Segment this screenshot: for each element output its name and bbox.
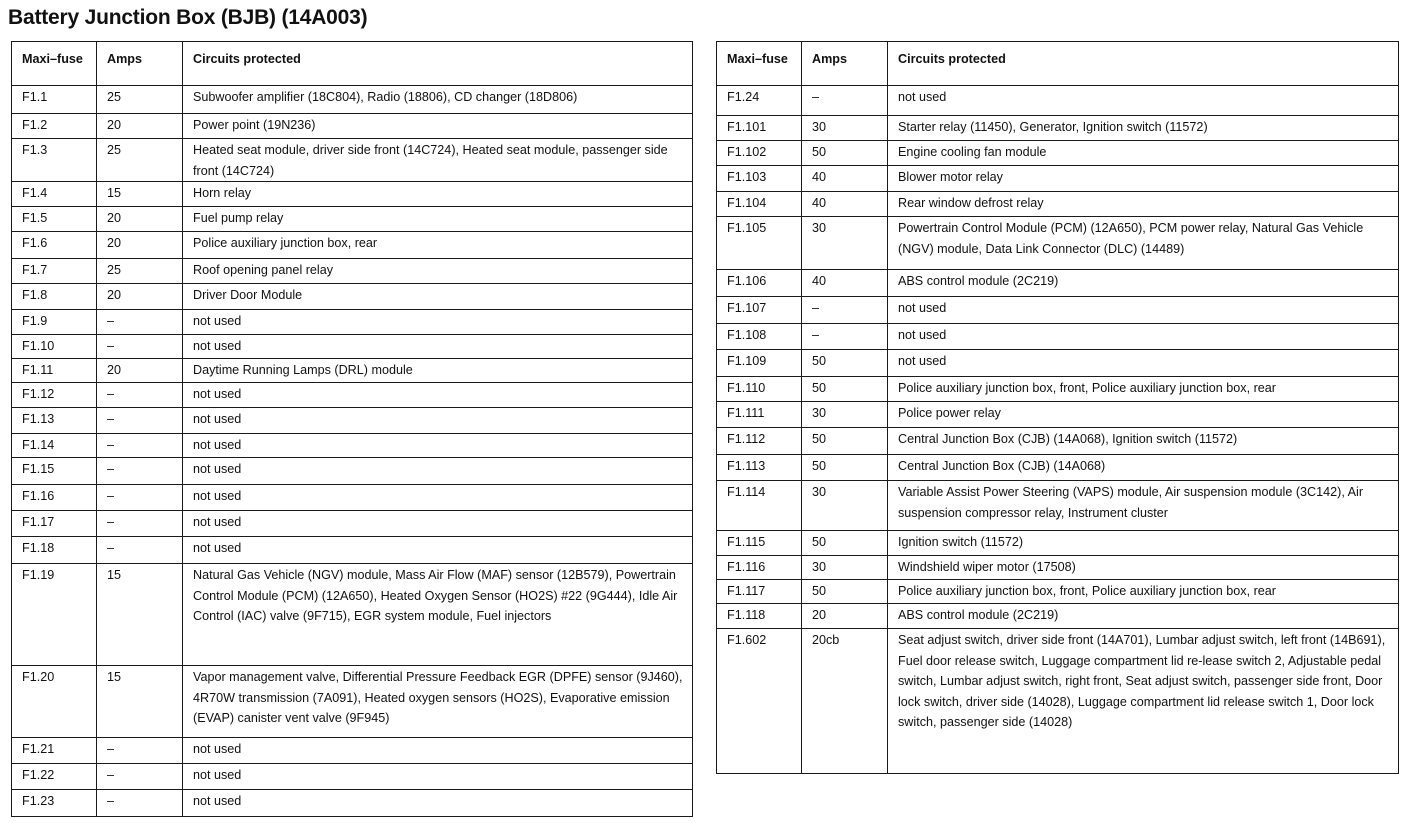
cell-amps: 50 [802, 350, 888, 377]
cell-amps: 50 [802, 580, 888, 604]
table-row [12, 383, 693, 408]
cell-fuse: F1.5 [12, 207, 97, 232]
cell-fuse: F1.7 [12, 259, 97, 284]
table-row [12, 537, 693, 564]
cell-amps: 20 [97, 359, 183, 383]
cell-circuits: not used [183, 458, 693, 485]
table-row [12, 259, 693, 284]
table-row [12, 114, 693, 139]
cell-fuse: F1.117 [717, 580, 802, 604]
cell-circuits: not used [183, 383, 693, 408]
cell-amps: 20 [97, 284, 183, 310]
header-circuits-protected: Circuits protected [183, 42, 693, 86]
cell-fuse: F1.8 [12, 284, 97, 310]
cell-circuits: not used [183, 335, 693, 359]
cell-circuits: not used [888, 350, 1399, 377]
cell-amps: – [97, 764, 183, 790]
cell-fuse: F1.116 [717, 556, 802, 580]
table-header-row [12, 42, 693, 86]
cell-fuse: F1.21 [12, 738, 97, 764]
table-row [717, 629, 1399, 774]
cell-amps: 50 [802, 531, 888, 556]
table-row [717, 166, 1399, 192]
table-row [12, 86, 693, 114]
table-header-row [717, 42, 1399, 86]
cell-circuits: Power point (19N236) [183, 114, 693, 139]
cell-amps: 50 [802, 141, 888, 166]
table-row [717, 556, 1399, 580]
cell-amps: 30 [802, 402, 888, 428]
cell-circuits: Engine cooling fan module [888, 141, 1399, 166]
cell-circuits: Subwoofer amplifier (18C804), Radio (18806), CD changer (18D806) [183, 86, 693, 114]
cell-fuse: F1.9 [12, 310, 97, 335]
table-row [12, 232, 693, 259]
table-row [717, 580, 1399, 604]
cell-fuse: F1.106 [717, 270, 802, 297]
cell-amps: 25 [97, 139, 183, 182]
fuse-table-left [11, 41, 693, 817]
cell-amps: 40 [802, 270, 888, 297]
cell-fuse: F1.16 [12, 485, 97, 511]
table-row [717, 531, 1399, 556]
cell-circuits: Heated seat module, driver side front (14C724), Heated seat module, passenger side front (14C724) [183, 139, 693, 182]
table-row [12, 207, 693, 232]
cell-fuse: F1.107 [717, 297, 802, 324]
cell-circuits: not used [888, 86, 1399, 116]
cell-amps: 20 [97, 207, 183, 232]
cell-amps: 40 [802, 166, 888, 192]
header-circuits-protected: Circuits protected [888, 42, 1399, 86]
cell-amps: – [97, 738, 183, 764]
cell-circuits: not used [183, 738, 693, 764]
table-row [12, 790, 693, 817]
cell-amps: – [802, 86, 888, 116]
cell-circuits: not used [888, 324, 1399, 350]
cell-fuse: F1.105 [717, 217, 802, 270]
cell-amps: – [97, 511, 183, 537]
cell-fuse: F1.15 [12, 458, 97, 485]
cell-circuits: Vapor management valve, Differential Pressure Feedback EGR (DPFE) sensor (9J460), 4R70W transmission (7A091), Heated oxygen sensors (HO2S), Evaporative emission (EVAP) canister vent valve (9F945) [183, 666, 693, 738]
table-row [717, 217, 1399, 270]
cell-circuits: not used [183, 408, 693, 434]
fuse-table-right-body [717, 86, 1399, 774]
table-row [12, 764, 693, 790]
cell-fuse: F1.20 [12, 666, 97, 738]
cell-circuits: not used [183, 764, 693, 790]
table-row [717, 141, 1399, 166]
table-row [717, 455, 1399, 481]
table-row [717, 402, 1399, 428]
cell-circuits: not used [183, 537, 693, 564]
cell-fuse: F1.4 [12, 182, 97, 207]
header-maxi-fuse: Maxi–fuse [717, 42, 802, 86]
cell-amps: 25 [97, 259, 183, 284]
cell-circuits: not used [183, 485, 693, 511]
cell-amps: 15 [97, 666, 183, 738]
page-title: Battery Junction Box (BJB) (14A003) [8, 6, 368, 29]
cell-amps: – [97, 537, 183, 564]
cell-amps: 20 [97, 114, 183, 139]
cell-fuse: F1.113 [717, 455, 802, 481]
cell-fuse: F1.104 [717, 192, 802, 217]
table-row [12, 485, 693, 511]
table-row [12, 511, 693, 537]
cell-circuits: Central Junction Box (CJB) (14A068), Ignition switch (11572) [888, 428, 1399, 455]
cell-amps: 40 [802, 192, 888, 217]
cell-fuse: F1.11 [12, 359, 97, 383]
cell-circuits: Powertrain Control Module (PCM) (12A650), PCM power relay, Natural Gas Vehicle (NGV) module, Data Link Connector (DLC) (14489) [888, 217, 1399, 270]
table-row [12, 408, 693, 434]
cell-circuits: ABS control module (2C219) [888, 604, 1399, 629]
cell-amps: 30 [802, 116, 888, 141]
cell-fuse: F1.10 [12, 335, 97, 359]
cell-circuits: Ignition switch (11572) [888, 531, 1399, 556]
header-maxi-fuse: Maxi–fuse [12, 42, 97, 86]
table-row [12, 310, 693, 335]
table-row [12, 139, 693, 182]
cell-circuits: Windshield wiper motor (17508) [888, 556, 1399, 580]
cell-fuse: F1.19 [12, 564, 97, 666]
cell-amps: 15 [97, 182, 183, 207]
cell-fuse: F1.102 [717, 141, 802, 166]
cell-amps: – [97, 434, 183, 458]
cell-circuits: Seat adjust switch, driver side front (14A701), Lumbar adjust switch, left front (14B691), Fuel door release switch, Luggage compartment lid re-lease switch 2, Adjustable pedal switch, Lumbar adjust switch, right front, Seat adjust switch, passenger side front, Door lock switch, driver side (14028), Luggage compartment lid release switch 1, Door lock switch, passenger side (14028) [888, 629, 1399, 774]
cell-fuse: F1.111 [717, 402, 802, 428]
cell-amps: – [97, 335, 183, 359]
cell-circuits: Fuel pump relay [183, 207, 693, 232]
table-row [12, 564, 693, 666]
cell-circuits: not used [183, 310, 693, 335]
cell-fuse: F1.108 [717, 324, 802, 350]
cell-fuse: F1.1 [12, 86, 97, 114]
table-row [717, 116, 1399, 141]
cell-fuse: F1.115 [717, 531, 802, 556]
table-row [12, 666, 693, 738]
cell-fuse: F1.110 [717, 377, 802, 402]
table-row [12, 182, 693, 207]
cell-fuse: F1.24 [717, 86, 802, 116]
table-row [717, 192, 1399, 217]
cell-fuse: F1.109 [717, 350, 802, 377]
table-row [12, 434, 693, 458]
cell-circuits: not used [183, 434, 693, 458]
table-row [12, 738, 693, 764]
cell-circuits: Natural Gas Vehicle (NGV) module, Mass Air Flow (MAF) sensor (12B579), Powertrain Control Module (PCM) (12A650), Heated Oxygen Sensor (HO2S) #22 (9G444), Idle Air Control (IAC) valve (9F715), EGR system module, Fuel injectors [183, 564, 693, 666]
cell-circuits: not used [183, 511, 693, 537]
cell-circuits: Police power relay [888, 402, 1399, 428]
cell-amps: – [802, 297, 888, 324]
cell-amps: – [97, 458, 183, 485]
cell-amps: 50 [802, 455, 888, 481]
table-row [717, 297, 1399, 324]
cell-amps: 20 [97, 232, 183, 259]
cell-circuits: Rear window defrost relay [888, 192, 1399, 217]
cell-fuse: F1.602 [717, 629, 802, 774]
cell-amps: 30 [802, 481, 888, 531]
cell-fuse: F1.12 [12, 383, 97, 408]
table-row [717, 324, 1399, 350]
cell-amps: – [97, 485, 183, 511]
table-row [717, 428, 1399, 455]
cell-fuse: F1.14 [12, 434, 97, 458]
cell-circuits: Police auxiliary junction box, front, Police auxiliary junction box, rear [888, 580, 1399, 604]
cell-circuits: not used [888, 297, 1399, 324]
cell-fuse: F1.2 [12, 114, 97, 139]
cell-amps: – [97, 383, 183, 408]
cell-circuits: Blower motor relay [888, 166, 1399, 192]
cell-fuse: F1.18 [12, 537, 97, 564]
table-row [717, 481, 1399, 531]
cell-amps: – [802, 324, 888, 350]
cell-amps: 25 [97, 86, 183, 114]
fuse-table-right [716, 41, 1399, 774]
table-row [717, 377, 1399, 402]
header-amps: Amps [97, 42, 183, 86]
table-row [717, 86, 1399, 116]
cell-circuits: Horn relay [183, 182, 693, 207]
cell-fuse: F1.112 [717, 428, 802, 455]
table-row [12, 458, 693, 485]
cell-amps: 50 [802, 428, 888, 455]
cell-fuse: F1.17 [12, 511, 97, 537]
cell-amps: 30 [802, 217, 888, 270]
cell-fuse: F1.103 [717, 166, 802, 192]
table-row [717, 350, 1399, 377]
cell-amps: – [97, 408, 183, 434]
cell-fuse: F1.13 [12, 408, 97, 434]
cell-fuse: F1.3 [12, 139, 97, 182]
cell-amps: 50 [802, 377, 888, 402]
cell-circuits: Roof opening panel relay [183, 259, 693, 284]
table-row [12, 335, 693, 359]
cell-circuits: Daytime Running Lamps (DRL) module [183, 359, 693, 383]
cell-amps: 30 [802, 556, 888, 580]
cell-circuits: Driver Door Module [183, 284, 693, 310]
cell-fuse: F1.6 [12, 232, 97, 259]
cell-circuits: Central Junction Box (CJB) (14A068) [888, 455, 1399, 481]
cell-amps: – [97, 790, 183, 817]
table-row [12, 284, 693, 310]
cell-circuits: Starter relay (11450), Generator, Ignition switch (11572) [888, 116, 1399, 141]
cell-amps: 20cb [802, 629, 888, 774]
cell-fuse: F1.114 [717, 481, 802, 531]
cell-amps: 15 [97, 564, 183, 666]
cell-circuits: Police auxiliary junction box, front, Police auxiliary junction box, rear [888, 377, 1399, 402]
cell-fuse: F1.118 [717, 604, 802, 629]
cell-amps: – [97, 310, 183, 335]
table-row [717, 604, 1399, 629]
cell-circuits: not used [183, 790, 693, 817]
cell-circuits: Police auxiliary junction box, rear [183, 232, 693, 259]
table-row [717, 270, 1399, 297]
cell-circuits: Variable Assist Power Steering (VAPS) module, Air suspension module (3C142), Air suspension compressor relay, Instrument cluster [888, 481, 1399, 531]
cell-circuits: ABS control module (2C219) [888, 270, 1399, 297]
cell-amps: 20 [802, 604, 888, 629]
fuse-table-left-body [12, 86, 693, 817]
table-row [12, 359, 693, 383]
cell-fuse: F1.23 [12, 790, 97, 817]
header-amps: Amps [802, 42, 888, 86]
cell-fuse: F1.101 [717, 116, 802, 141]
cell-fuse: F1.22 [12, 764, 97, 790]
